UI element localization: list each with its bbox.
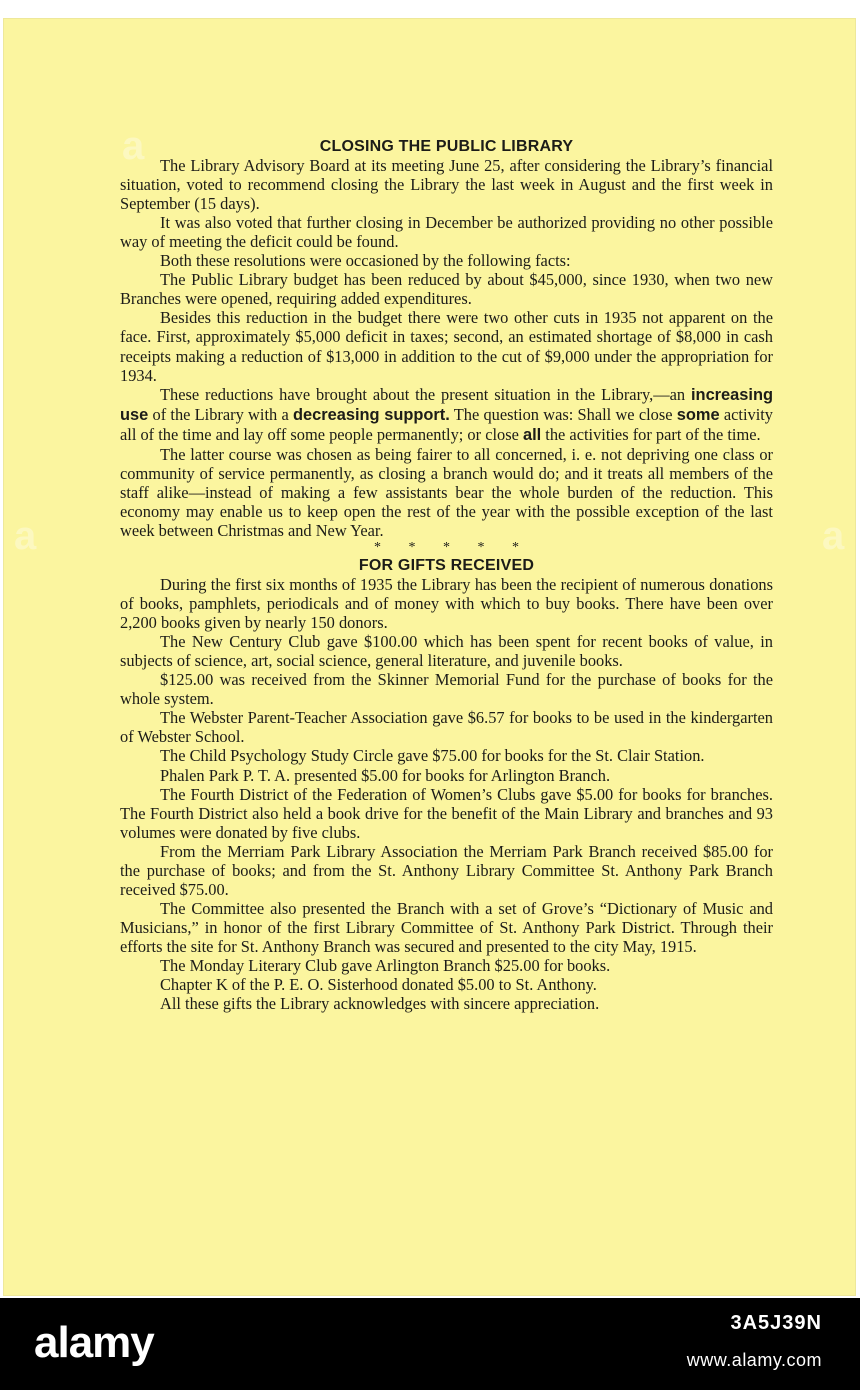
paragraph: These reductions have brought about the present situation in the Library,—an increasing use of the Library with a decreasing support. The question was: Shall we close some activity all of the time and lay off some people permanently; or close all the activities for part of the time. xyxy=(120,384,773,444)
paragraph: The Child Psychology Study Circle gave $75.00 for books for the St. Clair Station. xyxy=(160,746,705,766)
site-url: www.alamy.com xyxy=(686,1350,822,1370)
paragraph: The Committee also presented the Branch with a set of Grove’s “Dictionary of Music and Musicians,” in honor of the first Library Committee of St. Anthony Park District. Through their efforts the site for St. Anthony Branch was secured and presented to the city May, 1915. xyxy=(120,898,773,956)
watermark-a-right: a xyxy=(822,514,845,558)
watermark-a-left: a xyxy=(122,124,145,168)
paragraph: From the Merriam Park Library Association the Merriam Park Branch received $85.00 for the purchase of books; and from the St. Anthony Library Committee St. Anthony Park Branch received $75.00. xyxy=(120,841,773,899)
watermark-footer xyxy=(0,1298,860,1390)
paragraph: Besides this reduction in the budget there were two other cuts in 1935 not apparent on the face. First, approximately $5,000 deficit in taxes; second, an estimated shortage of $8,000 in cash receipts making a reduction of $13,000 in addition to the cut of $9,000 under the appropriation for 1934. xyxy=(120,308,773,385)
section-heading-closing: CLOSING THE PUBLIC LIBRARY xyxy=(319,138,574,155)
paragraph: Chapter K of the P. E. O. Sisterhood donated $5.00 to St. Anthony. xyxy=(160,975,597,995)
emphasis: all xyxy=(522,425,542,444)
paragraph: It was also voted that further closing in December be authorized providing no other possible way of meeting the deficit could be found. xyxy=(120,213,773,252)
emphasis: increasing use xyxy=(120,385,773,424)
paragraph: Phalen Park P. T. A. presented $5.00 for books for Arlington Branch. xyxy=(160,765,611,785)
emphasis: some xyxy=(676,405,720,424)
section-separator: * * * * * xyxy=(374,539,531,555)
paragraph: The latter course was chosen as being fairer to all concerned, i. e. not depriving one class or community of service permanently, as closing a branch would do; and it treats all members of the staff alike—instead of making a few assistants bear the whole burden of the reduction. This economy may enable us to keep open the rest of the year with the possible exception of the last week between Christmas and New Year. xyxy=(120,444,773,540)
paragraph: Both these resolutions were occasioned by the following facts: xyxy=(160,251,571,271)
document-body xyxy=(120,137,773,1013)
paragraph: The New Century Club gave $100.00 which has been spent for recent books of value, in subjects of science, art, social science, general literature, and juvenile books. xyxy=(120,632,773,671)
paragraph: The Monday Literary Club gave Arlington Branch $25.00 for books. xyxy=(160,955,611,975)
watermark-a-left-2: a xyxy=(14,514,37,558)
emphasis: decreasing support. xyxy=(292,405,450,424)
image-id: 3A5J39N xyxy=(730,1312,822,1334)
paragraph: $125.00 was received from the Skinner Memorial Fund for the purchase of books for the whole system. xyxy=(120,670,773,709)
paragraph: The Fourth District of the Federation of Women’s Clubs gave $5.00 for books for branches. The Fourth District also held a book drive for the benefit of the Main Library and branches and 93 volumes were donated by five clubs. xyxy=(120,784,773,842)
paragraph: The Webster Parent-Teacher Association gave $6.57 for books to be used in the kindergarten of Webster School. xyxy=(120,708,773,747)
paragraph: All these gifts the Library acknowledges with sincere appreciation. xyxy=(160,994,600,1014)
alamy-logo: alamy xyxy=(34,1318,154,1367)
paragraph: During the first six months of 1935 the Library has been the recipient of numerous donations of books, pamphlets, periodicals and of money with which to buy books. There have been over 2,200 books given by nearly 150 donors. xyxy=(120,575,773,633)
paragraph: The Public Library budget has been reduced by about $45,000, since 1930, when two new Branches were opened, requiring added expenditures. xyxy=(120,270,773,309)
paragraph: The Library Advisory Board at its meeting June 25, after considering the Library’s financial situation, voted to recommend closing the Library the last week in August and the first week in September (15 days). xyxy=(120,156,773,214)
section-heading-gifts: FOR GIFTS RECEIVED xyxy=(358,556,535,574)
